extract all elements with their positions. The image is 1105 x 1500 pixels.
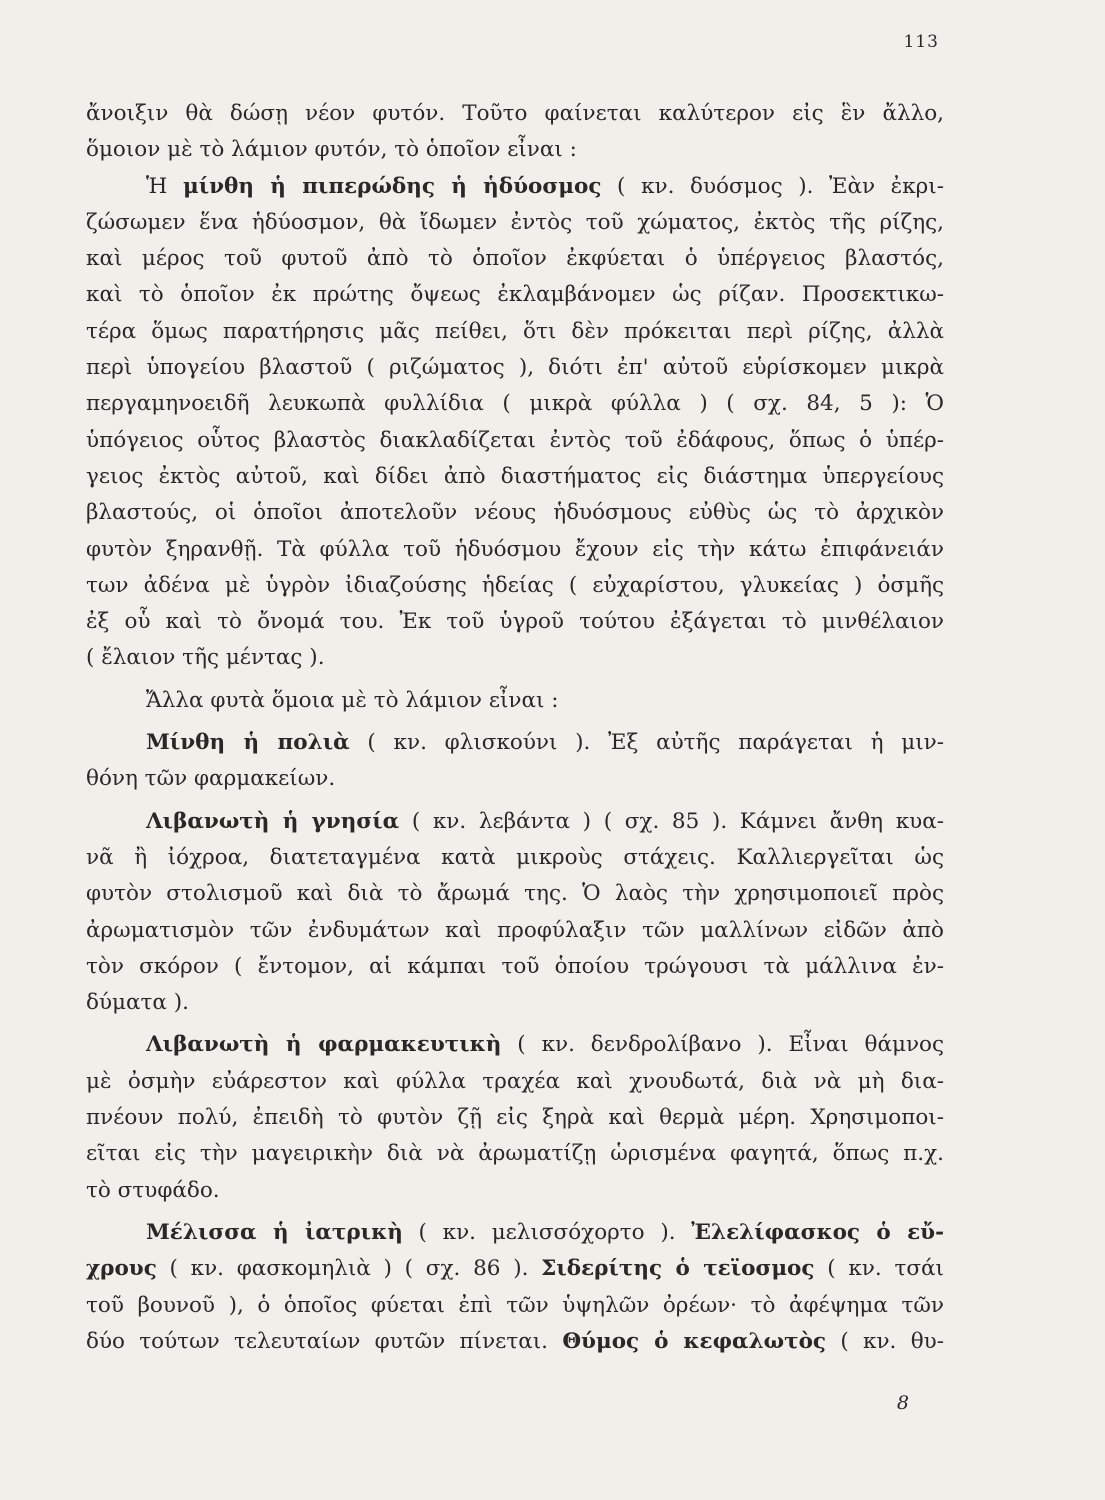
term-thymus: Θύμος ὁ κεφαλωτὸς bbox=[562, 1328, 827, 1354]
body-text bbox=[86, 96, 944, 1360]
text-line: φυτὸν στολισμοῦ καὶ διὰ τὸ ἄρωμά της. Ὁ λαὸς τὴν χρησιμοποιεῖ πρὸς bbox=[86, 881, 944, 907]
text-line: πνέουν πολύ, ἐπειδὴ τὸ φυτὸν ζῇ εἰς ξηρὰ καὶ θερμὰ μέρη. Χρησιμοποι- bbox=[86, 1105, 944, 1131]
text-line: περὶ ὑπογείου βλαστοῦ ( ριζώματος ), διότι ἐπ' αὐτοῦ εὑρίσκομεν μικρὰ bbox=[86, 355, 944, 381]
text-line: τέρα ὅμως παρατήρησις μᾶς πείθει, ὅτι δὲν πρόκειται περὶ ρίζης, ἀλλὰ bbox=[86, 318, 944, 344]
text-line: ὅμοιον μὲ τὸ λάμιον φυτόν, τὸ ὁποῖον εἶναι : bbox=[86, 137, 577, 163]
text-line: δύματα ). bbox=[86, 990, 189, 1016]
term-mentha-piperita: μίνθη ἡ πιπερώδης ἡ ἡδύοσμος bbox=[182, 173, 602, 199]
text-line: γειος ἐκτὸς αὐτοῦ, καὶ δίδει ἀπὸ διαστήματος εἰς διάστημα ὑπεργείους bbox=[86, 463, 944, 489]
text-line: ἐξ οὗ καὶ τὸ ὄνομά του. Ἐκ τοῦ ὑγροῦ τούτου ἐξάγεται τὸ μινθέλαιον bbox=[86, 609, 944, 635]
page-number: 113 bbox=[903, 32, 939, 52]
text-line: Ἡ μίνθη ἡ πιπερώδης ἡ ἡδύοσμος ( κν. δυόσμος ). Ἐὰν ἐκρι- bbox=[146, 173, 944, 199]
text-line: νᾶ ἢ ἰόχροα, διατεταγμένα κατὰ μικροὺς στάχεις. Καλλιεργεῖται ὡς bbox=[86, 844, 944, 870]
text-line: ἄνοιξιν θὰ δώσῃ νέον φυτόν. Τοῦτο φαίνεται καλύτερον εἰς ἓν ἄλλο, bbox=[86, 101, 944, 126]
text-line: Ἄλλα φυτὰ ὅμοια μὲ τὸ λάμιον εἶναι : bbox=[146, 687, 559, 713]
text-line: εῖται εἰς τὴν μαγειρικὴν διὰ νὰ ἀρωματίζῃ ὡρισμένα φαγητά, ὅπως π.χ. bbox=[86, 1141, 944, 1167]
text-line: ἀρωματισμὸν τῶν ἐνδυμάτων καὶ προφύλαξιν τῶν μαλλίνων εἰδῶν ἀπὸ bbox=[86, 917, 944, 943]
text-line: θόνη τῶν φαρμακείων. bbox=[86, 766, 336, 792]
text-line: Μίνθη ἡ πολιὰ ( κν. φλισκούνι ). Ἐξ αὐτῆς παράγεται ἡ μιν- bbox=[146, 730, 945, 756]
text-line: φυτὸν ξηρανθῇ. Τὰ φύλλα τοῦ ἡδυόσμου ἔχουν εἰς τὴν κάτω ἐπιφάνειάν bbox=[86, 536, 944, 562]
text-line: τὸ στυφάδο. bbox=[86, 1177, 220, 1203]
text-line: Λιβανωτὴ ἡ φαρμακευτικὴ ( κν. δενδρολίβανο ). Εἶναι θάμνος bbox=[146, 1032, 945, 1058]
text-line: χρους ( κν. φασκομηλιὰ ) ( σχ. 86 ). Σιδερίτης ὁ τεϊοσμος ( κν. τσάι bbox=[86, 1256, 944, 1282]
text-line: βλαστούς, οἱ ὁποῖοι ἀποτελοῦν νέους ἡδυόσμους εὐθὺς ὡς τὸ ἀρχικὸν bbox=[86, 500, 944, 526]
text-line: τοῦ βουνοῦ ), ὁ ὁποῖος φύεται ἐπὶ τῶν ὑψηλῶν ὀρέων· τὸ ἀφέψημα τῶν bbox=[86, 1292, 944, 1318]
term-rosmarinus: Λιβανωτὴ ἡ φαρμακευτικὴ bbox=[146, 1032, 502, 1058]
term-sideritis: Σιδερίτης ὁ τεϊοσμος bbox=[541, 1256, 815, 1282]
term-salvia: Ἐλελίφασκος ὁ εὔ- bbox=[691, 1219, 945, 1245]
text-line: των ἀδένα μὲ ὑγρὸν ἰδιαζούσης ἡδείας ( εὐχαρίστου, γλυκείας ) ὀσμῆς bbox=[86, 572, 944, 598]
text-line: Μέλισσα ἡ ἰατρικὴ ( κν. μελισσόχορτο ). Ἐλελίφασκος ὁ εὔ- bbox=[146, 1219, 945, 1245]
text-line: ὑπόγειος οὗτος βλαστὸς διακλαδίζεται ἐντὸς τοῦ ἐδάφους, ὅπως ὁ ὑπέρ- bbox=[86, 427, 944, 453]
text-line: ζώσωμεν ἕνα ἡδύοσμον, θὰ ἴδωμεν ἐντὸς τοῦ χώματος, ἐκτὸς τῆς ρίζης, bbox=[86, 209, 944, 235]
text-line: Λιβανωτὴ ἡ γνησία ( κν. λεβάντα ) ( σχ. 85 ). Κάμνει ἄνθη κυα- bbox=[146, 808, 944, 834]
text-line: δύο τούτων τελευταίων φυτῶν πίνεται. Θύμος ὁ κεφαλωτὸς ( κν. θυ- bbox=[86, 1328, 944, 1354]
text-line: μὲ ὀσμὴν εὐάρεστον καὶ φύλλα τραχέα καὶ χνουδωτά, διὰ νὰ μὴ δια- bbox=[86, 1068, 944, 1094]
text-line: καὶ μέρος τοῦ φυτοῦ ἀπὸ τὸ ὁποῖον ἐκφύεται ὁ ὑπέργειος βλαστός, bbox=[86, 246, 944, 272]
text-line: τὸν σκόρον ( ἔντομον, αἱ κάμπαι τοῦ ὁποίου τρώγουσι τὰ μάλλινα ἐν- bbox=[86, 953, 944, 979]
term-lavandula: Λιβανωτὴ ἡ γνησία bbox=[146, 808, 400, 834]
text-line: περγαμηνοειδῆ λευκωπὰ φυλλίδια ( μικρὰ φύλλα ) ( σχ. 84, 5 ): Ὁ bbox=[86, 391, 944, 417]
text-line: καὶ τὸ ὁποῖον ἐκ πρώτης ὄψεως ἐκλαμβάνομεν ὡς ρίζαν. Προσεκτικω- bbox=[86, 282, 944, 308]
signature-mark: 8 bbox=[896, 1392, 909, 1414]
text-line: ( ἔλαιον τῆς μέντας ). bbox=[86, 645, 325, 671]
term-melissa: Μέλισσα ἡ ἰατρικὴ bbox=[146, 1219, 403, 1245]
term-mentha-pulegium: Μίνθη ἡ πολιὰ bbox=[146, 730, 350, 756]
